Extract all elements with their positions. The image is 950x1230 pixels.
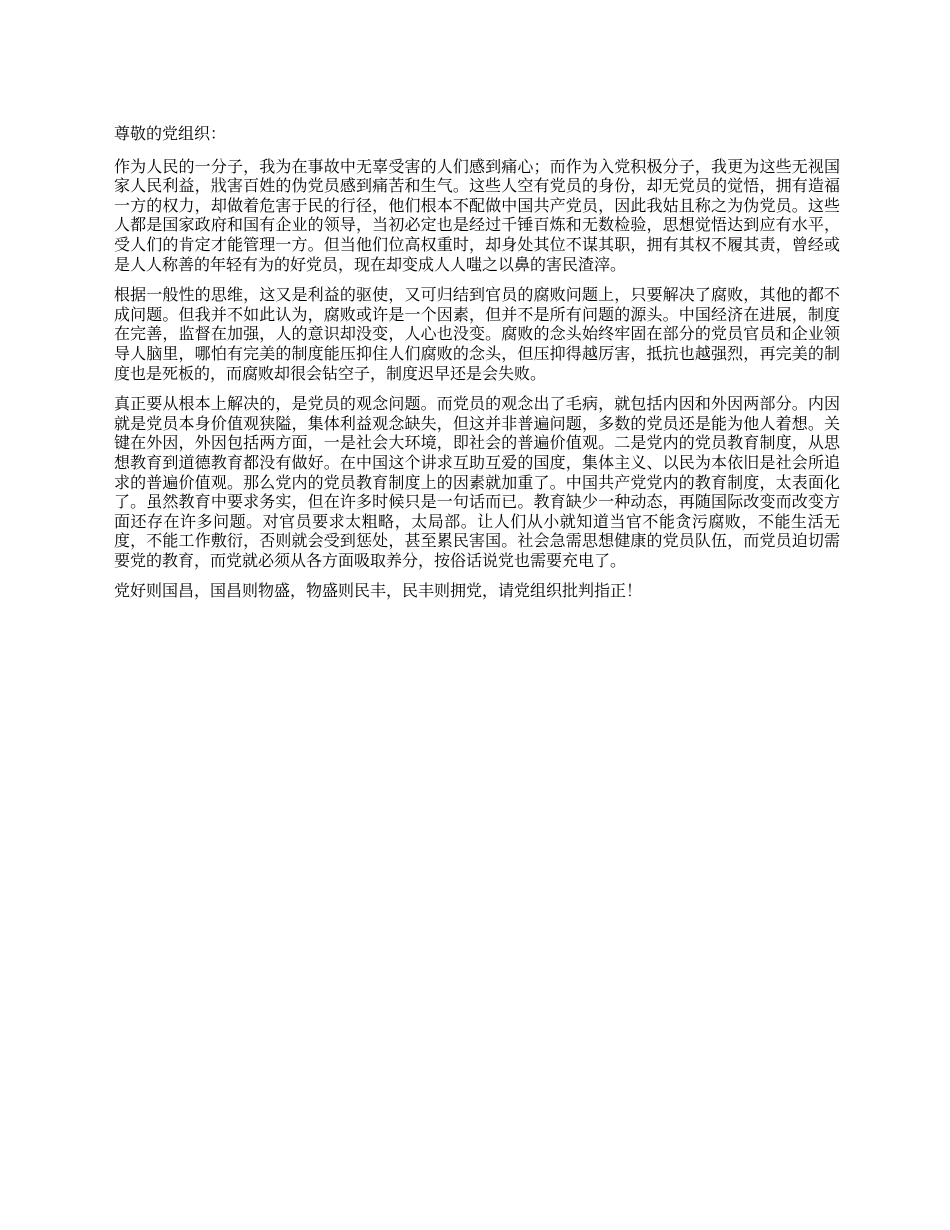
letter-body (114, 124, 840, 612)
paragraph-3: 真正要从根本上解决的，是党员的观念问题。而党员的观念出了毛病，就包括内因和外因两部分。内因就是党员本身价值观狭隘，集体利益观念缺失，但这并非普遍问题，多数的党员还是能为他人着想。关键在外因，外因包括两方面，一是社会大环境，即社会的普遍价值观。二是党内的党员教育制度，从思想教育到道德教育都没有做好。在中国这个讲求互助互爱的国度，集体主义、以民为本依旧是社会所追求的普遍价值观。那么党内的党员教育制度上的因素就加重了。中国共产党党内的教育制度，太表面化了。虽然教育中要求务实，但在许多时候只是一句话而已。教育缺少一种动态，再随国际改变而改变方面还存在许多问题。对官员要求太粗略，太局部。让人们从小就知道当官不能贪污腐败，不能生活无度，不能工作敷衍，否则就会受到惩处，甚至累民害国。社会急需思想健康的党员队伍，而党员迫切需要党的教育，而党就必须从各方面吸取养分，按俗话说党也需要充电了。 (114, 394, 840, 570)
paragraph-2: 根据一般性的思维，这又是利益的驱使，又可归结到官员的腐败问题上，只要解决了腐败，其他的都不成问题。但我并不如此认为，腐败或许是一个因素，但并不是所有问题的源头。中国经济在进展，制度在完善，监督在加强，人的意识却没变，人心也没变。腐败的念头始终牢固在部分的党员官员和企业领导人脑里，哪怕有完美的制度能压抑住人们腐败的念头，但压抑得越厉害，抵抗也越强烈，再完美的制度也是死板的，而腐败却很会钻空子，制度迟早还是会失败。 (114, 285, 840, 383)
closing-line: 党好则国昌，国昌则物盛，物盛则民丰，民丰则拥党，请党组织批判指正！ (114, 581, 643, 601)
paragraph-1: 作为人民的一分子，我为在事故中无辜受害的人们感到痛心；而作为入党积极分子，我更为这些无视国家人民利益，戕害百姓的伪党员感到痛苦和生气。这些人空有党员的身份，却无党员的觉悟，拥有造福一方的权力，却做着危害于民的行径，他们根本不配做中国共产党员，因此我姑且称之为伪党员。这些人都是国家政府和国有企业的领导，当初必定也是经过千锤百炼和无数检验，思想觉悟达到应有水平，受人们的肯定才能管理一方。但当他们位高权重时，却身处其位不谋其职，拥有其权不履其责，曾经或是人人称善的年轻有为的好党员，现在却变成人人嗤之以鼻的害民渣滓。 (114, 156, 840, 274)
salutation: 尊敬的党组织： (114, 124, 227, 143)
